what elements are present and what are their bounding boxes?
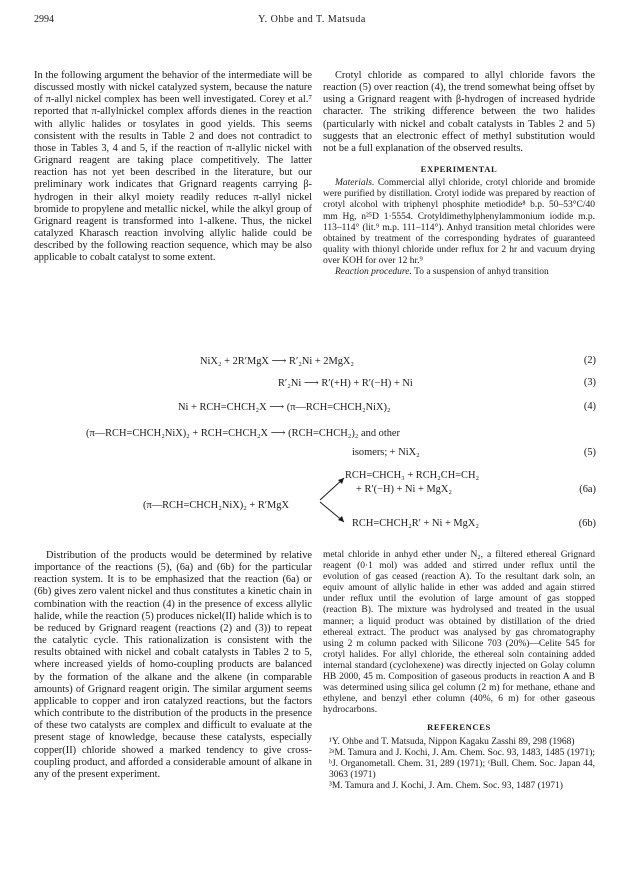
equation-number: (5): [583, 447, 596, 458]
reference-item: ¹Y. Ohbe and T. Matsuda, Nippon Kagaku Zasshi 89, 298 (1968): [329, 736, 575, 747]
procedure-label: Reaction procedure.: [335, 267, 412, 277]
equation-6a-product-line1: RCH=CHCH₃ + RCH₂CH=CH₂: [345, 470, 480, 481]
reference-item: ³M. Tamura and J. Kochi, J. Am. Chem. Soc. 93, 1487 (1971): [329, 780, 563, 791]
equation-4: Ni + RCH=CHCH₂X ⟶ (π—RCH=CHCH₂NiX)₂: [178, 402, 391, 413]
body-paragraph: In the following argument the behavior of the intermediate will be discussed mostly with nickel catalyzed system, because the nature of π-allyl nickel complex has been well investigated. Corey et al.⁷ reported that π-allylnickel complex affords dienes in the reaction with allylic halides or tosylates in good yields. This seems consistent with the results in Table 2 and does not contradict to those in Tables 3, 4 and 5, if the reaction of π-allylic nickel with Grignard reagent are taking place competitively. The latter reaction has not yet been described in the literature, but our preliminary work indicates that Grignard reagents carrying β-hydrogen in their alkyl moiety readily reduces π-allyl nickel bromide to propylene and metallic nickel, while the alkyl group of Grignard reagent is transformed into 1-alkene. Thus, the nickel catalyzed Kharasch reaction involving allylic halide could be described by the following reaction sequence, which may be also applicable to cobalt catalyst to some extent.: [34, 70, 312, 264]
branch-arrows: [318, 474, 348, 526]
equation-3: R′₂Ni ⟶ R′(+H) + R′(−H) + Ni: [278, 378, 413, 389]
materials-label: Materials.: [335, 178, 375, 189]
experimental-heading: EXPERIMENTAL: [420, 164, 498, 175]
equation-lhs: (π—RCH=CHCH₂NiX)₂ + RCH=CHCH₂X: [86, 428, 269, 439]
equation-number: (6a): [579, 484, 596, 495]
left-column-bottom: [34, 550, 312, 781]
procedure-paragraph: [323, 267, 595, 278]
procedure-text: To a suspension of anhyd transition: [411, 267, 549, 277]
equation-rhs: (RCH=CHCH₂)₂ and other: [288, 428, 400, 439]
materials-text: Commercial allyl chloride, crotyl chloride and bromide were purified by distillation. Crotyl iodide was prepared by reaction of crotyl alcohol with triphenyl phosphite metiodide⁸ b.p. 50–53°C/40 mm Hg, n²⁵D 1·5554. Crotyldimethylphenylammonium iodide m.p. 113–114° (lit.⁹ m.p. 111–114°). Anhyd transition metal chlorides were obtained by treatment of the corresponding hydrates of guaranteed quality with thionyl chloride under reflux for 2 hr and vacuum drying over KOH for over 12 hr.⁹: [323, 178, 595, 266]
equation-rhs: R′(+H) + R′(−H) + Ni: [321, 378, 413, 389]
body-paragraph: Crotyl chloride as compared to allyl chloride favors the reaction (5) over reaction (4), the trend somewhat being offset by using a Grignard reagent with β-hydrogen of increased hydride character. The striking difference between the two halides (particularly with nickel and cobalt catalysts in Tables 2 and 5) suggests that an electronic effect of methyl substitution would not be a full explanation of the observed results.: [323, 70, 595, 154]
equation-number: (3): [583, 377, 596, 388]
running-title: Y. Ohbe and T. Matsuda: [258, 14, 366, 25]
equation-6-lhs: (π—RCH=CHCH₂NiX)₂ + R′MgX: [143, 500, 289, 511]
equation-lhs: Ni + RCH=CHCH₂X: [178, 402, 267, 413]
equation-lhs: R′₂Ni: [278, 378, 302, 389]
equation-6b-product: RCH=CHCH₂R′ + Ni + MgX₂: [352, 518, 479, 529]
equation-number: (6b): [578, 518, 596, 529]
equation-number: (2): [583, 355, 596, 366]
left-column-top: [34, 70, 312, 265]
lower-arrowhead: [338, 516, 344, 522]
materials-paragraph: [323, 178, 595, 267]
equation-number: (4): [583, 401, 596, 412]
equation-2: NiX₂ + 2R′MgX ⟶ R′₂Ni + 2MgX₂: [200, 356, 355, 367]
equation-5: (π—RCH=CHCH₂NiX)₂ + RCH=CHCH₂X ⟶ (RCH=CHCH₂)₂ and other: [86, 428, 400, 439]
references-heading: REFERENCES: [427, 722, 491, 733]
page-number: 2994: [34, 14, 54, 25]
right-column-top: [323, 70, 595, 278]
body-paragraph: Distribution of the products would be determined by relative importance of the reactions (5), (6a) and (6b) for the particular reaction system. It is to be emphasized that the reaction (6a) or (6b) gives zero valent nickel and thus constitutes a kinetic chain in combination with the reaction (4) in the presence of excess allylic halide, while the reaction (5) produces nickel(II) halide which is to be reduced by Grignard reagent (reactions (2) and (3)) to repeat the catalytic cycle. This rationalization is consistent with the results obtained with nickel and cobalt catalysts in Tables 2 to 5, where increased yields of homo-coupling products are balanced by the formation of the alkane and the alkene (in comparable amounts) of Grignard reagent origin. The similar argument seems applicable to copper and iron catalyzed reactions, but the factors which contribute to the distribution of the products in the presence of these two catalysts are complex and difficult to evaluate at the present stage of knowledge, because these catalysts, especially copper(II) chloride showed a marked tendency to give cross-coupling product, and afforded a considerable amount of alkane in any of the present experiment.: [34, 550, 312, 780]
procedure-continued: metal chloride in anhyd ether under N₂, a filtered ethereal Grignard reagent (0·1 mol) was added and stirred under reflux until the evolution of gas ceased (reaction A). To the resultant dark soln, an equiv amount of allylic halide in ether was added and again stirred under reflux until the evolution of large amount of gas stopped (reaction B). The mixture was hydrolysed and treated in the usual manner; a liquid product was obtained by distillation of the dried ethereal extract. The product was analysed by gas chromatography using 2 m column packed with Silicone 703 (20%)—Celite 545 for crotyl halides. For allyl chloride, the ethereal soln containing added internal standard (cyclohexene) was directly injected on Golay column HB 2000, 45 m. Composition of gaseous products in reaction A and B was determined using silica gel column (2 m) for methane, ethane and ethylene, and benzyl ether column (40%, 6 m) for other gaseous hydrocarbons.: [323, 550, 595, 716]
equation-rhs: (π—RCH=CHCH₂NiX)₂: [286, 402, 391, 413]
equation-rhs: R′₂Ni + 2MgX₂: [289, 356, 355, 367]
page-header: [34, 14, 590, 28]
equation-5-continuation: isomers; + NiX₂: [352, 447, 420, 458]
right-column-bottom: [323, 550, 595, 792]
equation-lhs: NiX₂ + 2R′MgX: [200, 356, 269, 367]
equation-6a-product-line2: + R′(−H) + Ni + MgX₂: [356, 484, 453, 495]
reference-item: ²ᵃM. Tamura and J. Kochi, J. Am. Chem. Soc. 93, 1483, 1485 (1971); ᵇJ. Organometall. Chem. 31, 289 (1971); ᶜBull. Chem. Soc. Japan 44, 3063 (1971): [329, 747, 595, 780]
